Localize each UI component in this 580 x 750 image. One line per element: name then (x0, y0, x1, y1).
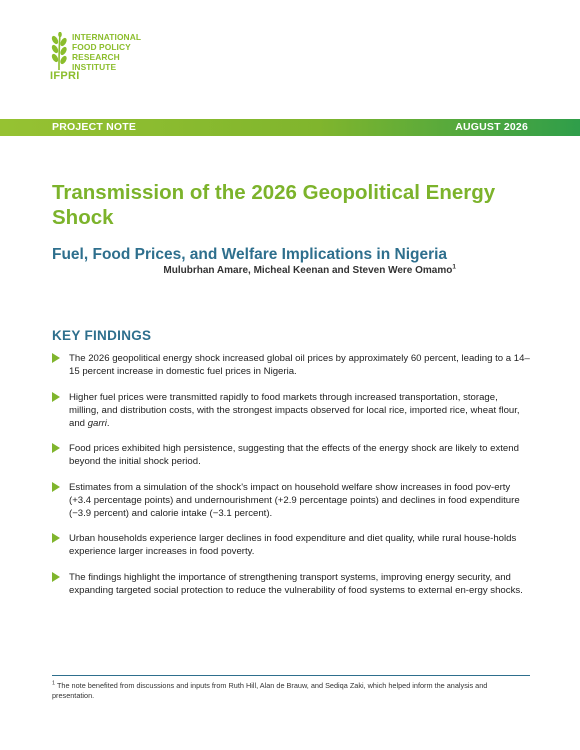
finding-text: Food prices exhibited high persistence, suggesting that the effects of the energy shock are likely to extend beyond the initial shock period. (69, 443, 519, 467)
wheat-stalk-icon (50, 32, 68, 70)
finding-text: Estimates from a simulation of the shock's impact on household welfare show increases in food pov-erty (+3.4 percentage points) and undernourishment (+2.9 percentage points) and declines in food expenditure (−3.9 percent) and calorie intake (−3.1 percent). (69, 481, 520, 519)
publication-date: AUGUST 2026 (455, 121, 528, 133)
footnote (52, 681, 530, 700)
document-title: Transmission of the 2026 Geopolitical Energy Shock (52, 181, 496, 229)
footnote-marker: 1 (452, 263, 456, 271)
finding-item (52, 481, 530, 520)
finding-item (52, 442, 530, 468)
finding-item (52, 391, 530, 430)
logo-line: INTERNATIONAL (72, 32, 142, 42)
document-subtitle: Fuel, Food Prices, and Welfare Implications in Nigeria (52, 246, 448, 263)
triangle-bullet-icon (52, 482, 60, 492)
footnote-number: 1 (52, 680, 56, 687)
logo-line: INSTITUTE (72, 62, 117, 72)
logo-line: FOOD POLICY (72, 42, 131, 52)
ifpri-logo (50, 32, 160, 82)
finding-text: Urban households experience larger declines in food expenditure and diet quality, while rural house-holds experience larger increases in food poverty. (69, 533, 517, 557)
footnote-divider (52, 675, 530, 676)
finding-item (52, 352, 530, 378)
author-line (52, 265, 456, 277)
logo-line: RESEARCH (72, 52, 120, 62)
key-findings-heading: KEY FINDINGS (52, 328, 152, 343)
logo-wordmark (72, 32, 141, 72)
logo-acronym: IFPRI (50, 70, 80, 82)
triangle-bullet-icon (52, 533, 60, 543)
triangle-bullet-icon (52, 572, 60, 582)
finding-text: Higher fuel prices were transmitted rapidly to food markets through increased transportation, storage, milling, and distribution costs, with the strongest impacts observed for local rice, imported rice, wheat flour, and (69, 391, 520, 429)
triangle-bullet-icon (52, 443, 60, 453)
triangle-bullet-icon (52, 392, 60, 402)
footnote-text: The note benefited from discussions and inputs from Ruth Hill, Alan de Brauw, and Sediqa Zaki, which helped inform the analysis and presentation. (52, 681, 488, 700)
triangle-bullet-icon (52, 353, 60, 363)
finding-text-tail: . (106, 417, 110, 429)
finding-text: The findings highlight the importance of strengthening transport systems, improving energy security, and expanding targeted social protection to reduce the vulnerability of food systems to external en-ergy shocks. (69, 571, 523, 596)
key-findings-list (52, 352, 530, 609)
finding-item (52, 532, 530, 558)
finding-text: The 2026 geopolitical energy shock increased global oil prices by approximately 60 percent, leading to a 14–15 percent increase in domestic fuel prices in Nigeria. (69, 353, 530, 377)
author-names: Mulubrhan Amare, Micheal Keenan and Steven Were Omamo (163, 265, 453, 276)
finding-item (52, 571, 530, 597)
project-note-band (0, 119, 580, 136)
finding-italic-term: garri (87, 417, 107, 429)
document-type-label: PROJECT NOTE (52, 121, 137, 133)
